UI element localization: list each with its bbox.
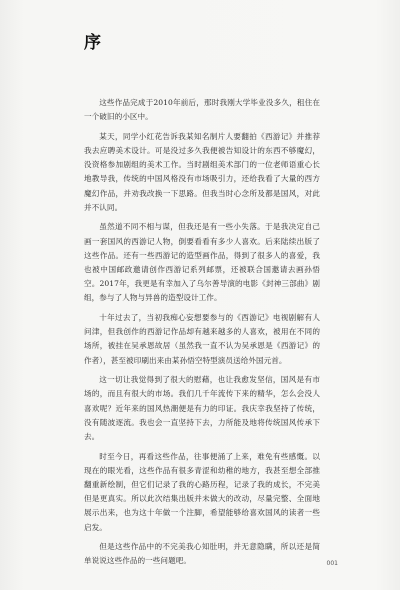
paragraph-1: 这些作品完成于2010年前后，那时我刚大学毕业没多久，租住在一个破旧的小区中。	[84, 98, 320, 122]
page-heading: 序	[84, 33, 101, 53]
preface-body	[84, 96, 320, 574]
paragraph-2: 某天，同学小红花告诉我某知名制片人要翻拍《西游记》并推荐我去应聘美术设计。可是没过多久我便被告知设计的东西不够魔幻，没资格参加剧组的美术工作。当时剧组美术部门的一位老师语重心长地教导我，传统的中国风格没有市场吸引力，还给我看了大量的西方魔幻作品，并劝我改换一下思路。但我当时心念所及都是国风，对此并不认同。	[84, 131, 320, 212]
paragraph-5: 这一切让我觉得到了很大的慰藉，也让我愈发坚信，国风是有市场的，而且有很大的市场。我们几千年流传下来的精华，怎么会没人喜欢呢？近年来的国风热潮便是有力的印证。我庆幸我坚持了传统，没有随波逐流。我也会一直坚持下去，力所能及地将传统国风传承下去。	[84, 375, 320, 442]
paragraph-6: 时至今日，再看这些作品，往事便涌了上来，难免有些感慨。以现在的眼光看，这些作品有很多青涩和幼稚的地方，我甚至想全部推翻重新绘制，但它们记录了我的心路历程，记录了我的成长，不完美但是更真实。所以此次结集出版并未做大的改动，尽量完整、全面地展示出来，也为这十年做一个注脚，希望能够给喜欢国风的读者一些启发。	[84, 451, 320, 532]
paragraph-7: 但是这些作品中的不完美我心知肚明，并无意隐瞒，所以还是简单说说这些作品的一些问题吧。	[84, 542, 320, 566]
paragraph-3: 虽然道不同不相与谋，但我还是有一些小失落。于是我决定自己画一套国风的西游记人物，倒要看看有多少人喜欢。后来陆续出版了这些作品。还有一些西游记的造型画作品，得到了很多人的喜爱，我也被中国邮政邀请创作西游记系列邮票，还被联合国邀请去画孙悟空。2017年，我更是有幸加入了乌尔善导演的电影《封神三部曲》剧组，参与了人物与异兽的造型设计工作。	[84, 222, 320, 303]
paragraph-4: 十年过去了，当初我痴心妄想要参与的《西游记》电视剧解有人问津，但我创作的西游记作品却有越来越多的人喜欢，被用在不同的场所，被挂在吴承恩故居（虽然我一直不认为吴承恩是《西游记》的作者），甚至被印刷出来由某孙悟空特型演员送给外国元首。	[84, 313, 320, 365]
page-number: 001	[326, 560, 338, 567]
